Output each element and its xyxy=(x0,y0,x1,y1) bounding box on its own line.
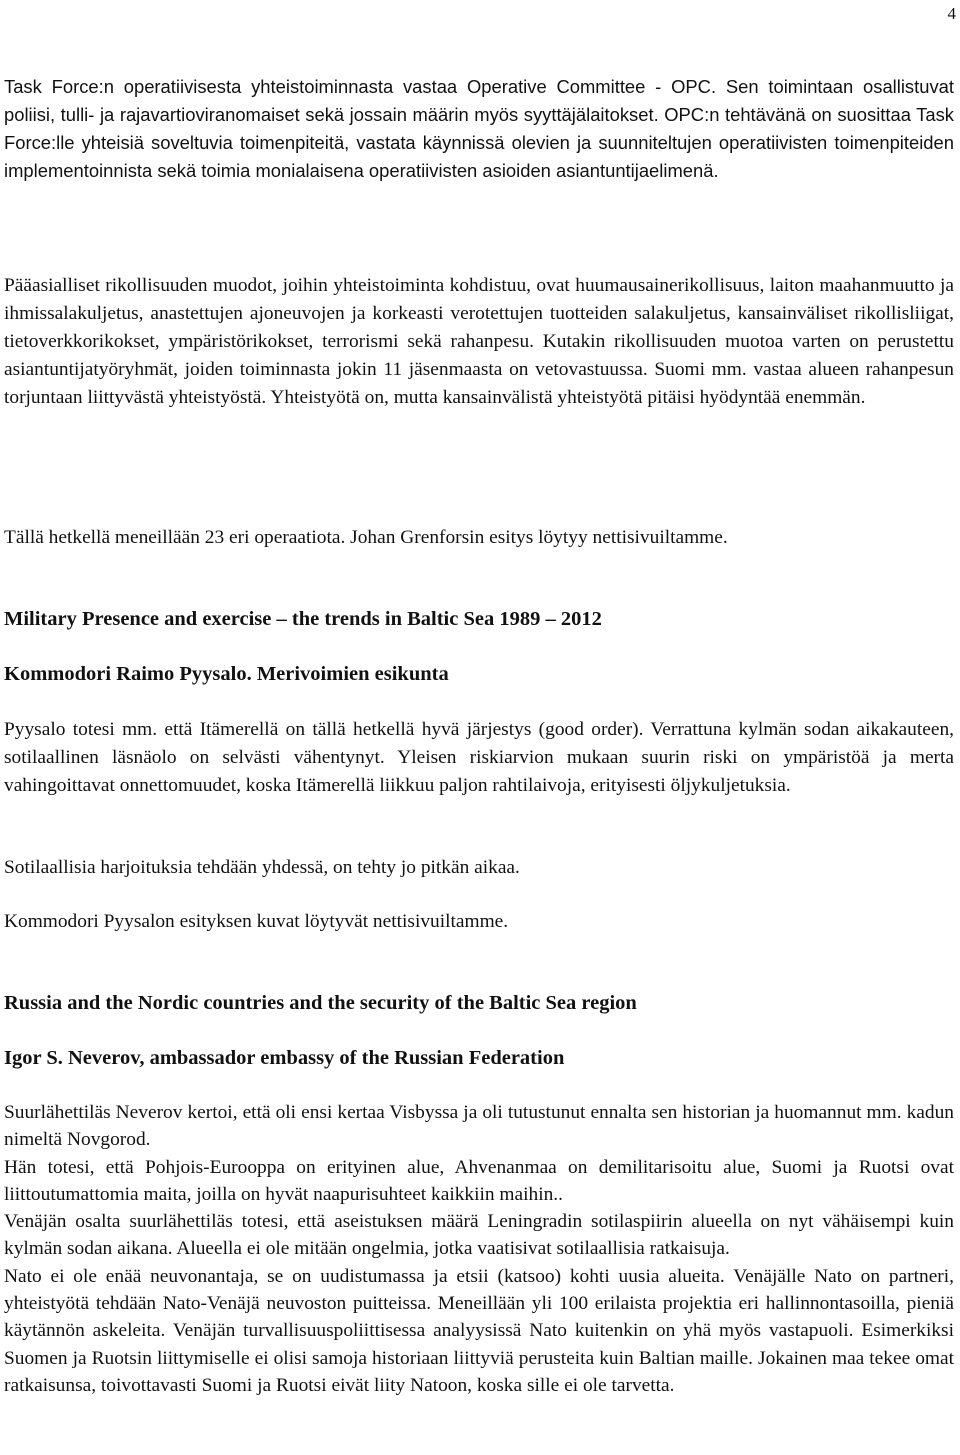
crime-paragraph: Pääasialliset rikollisuuden muodot, joihin yhteistoiminta kohdistuu, ovat huumausainerikollisuus, laiton maahanmuutto ja ihmissalakuljetus, anastettujen ajoneuvojen ja korkeasti verotettujen tuotteiden salakuljetus, kansainväliset rikollisliigat, tietoverkkorikokset, ympäristörikokset, terrorismi sekä rahanpesu. Kutakin rikollisuuden muotoa varten on perustettu asiantuntijatyöryhmät, joiden toiminnasta jokin 11 jäsenmaasta on vetovastuussa. Suomi mm. vastaa alueen rahanpesun torjuntaan liittyvästä yhteistyöstä. Yhteistyötä on, mutta kansainvälistä yhteistyötä pitäisi hyödyntää enemmän. xyxy=(4,275,954,408)
russia-paragraph-4: Nato ei ole enää neuvonantaja, se on uudistumassa ja etsii (katsoo) kohti uusia alueita. Venäjälle Nato on partneri, yhteistyötä tehdään Nato-Venäjä neuvoston puitteissa. Meneillään yli 100 erilaista projektia eri hallinnontasoilla, pieniä käytännön askeleita. Venäjän turvallisuuspoliittisessa analyysissä Nato kuitenkin on yhä myös vastapuoli. Esimerkiksi Suomen ja Ruotsin liittymiselle ei olisi samoja historiaan liittyviä perusteita kuin Baltian maille. Jokainen maa tekee omat ratkaisunsa, toivottavasti Suomi ja Ruotsi eivät liity Natoon, koska sille ei ole tarvetta. xyxy=(4,1265,954,1396)
military-speaker-heading: Kommodori Raimo Pyysalo. Merivoimien esikunta xyxy=(4,663,449,685)
military-paragraph-2: Sotilaallisia harjoituksia tehdään yhdessä, on tehty jo pitkän aikaa. xyxy=(4,857,520,878)
russia-paragraph-1: Suurlähettiläs Neverov kertoi, että oli ensi kertaa Visbyssa ja oli tutustunut ennalta sen historian ja huomannut mm. kadun nimeltä Novgorod. xyxy=(4,1102,954,1151)
russia-section-heading: Russia and the Nordic countries and the security of the Baltic Sea region xyxy=(4,992,637,1014)
operations-paragraph: Tällä hetkellä meneillään 23 eri operaatiota. Johan Grenforsin esitys löytyy nettisivuiltamme. xyxy=(4,527,728,548)
opc-paragraph: Task Force:n operatiivisesta yhteistoiminnasta vastaa Operative Committee - OPC. Sen toimintaan osallistuvat poliisi, tulli- ja rajavartioviranomaiset sekä jossain määrin myös syyttäjälaitokset. OPC:n tehtävänä on suosittaa Task Force:lle yhteisiä soveltuvia toimenpiteitä, vastata käynnissä olevien ja suunniteltujen operatiivisten toimenpiteiden implementoinnista sekä toimia monialaisena operatiivisten asioiden asiantuntijaelimenä. xyxy=(4,76,954,181)
military-paragraph-3: Kommodori Pyysalon esityksen kuvat löytyvät nettisivuiltamme. xyxy=(4,911,509,932)
military-section-heading: Military Presence and exercise – the trends in Baltic Sea 1989 – 2012 xyxy=(4,608,602,630)
russia-paragraph-2: Hän totesi, että Pohjois-Eurooppa on erityinen alue, Ahvenanmaa on demilitarisoitu alue, Suomi ja Ruotsi ovat liittoutumattomia maita, joilla on hyvät naapurisuhteet kaikkiin maihin.. xyxy=(4,1156,954,1205)
page-number: 4 xyxy=(947,4,956,23)
military-paragraph-1: Pyysalo totesi mm. että Itämerellä on tällä hetkellä hyvä järjestys (good order). Verrattuna kylmän sodan aikakauteen, sotilaallinen läsnäolo on selvästi vähentynyt. Yleisen riskiarvion mukaan suurin riski on ympäristöä ja merta vahingoittavat onnettomuudet, koska Itämerellä liikkuu paljon rahtilaivoja, erityisesti öljykuljetuksia. xyxy=(4,719,954,796)
russia-paragraph-3: Venäjän osalta suurlähettiläs totesi, että aseistuksen määrä Leningradin sotilaspiirin alueella on nyt vähäisempi kuin kylmän sodan aikana. Alueella ei ole mitään ongelmia, jotka vaatisivat sotilaallisia ratkaisuja. xyxy=(4,1211,954,1260)
russia-text-block xyxy=(4,1099,954,1399)
russia-speaker-heading: Igor S. Neverov, ambassador embassy of the Russian Federation xyxy=(4,1047,565,1069)
